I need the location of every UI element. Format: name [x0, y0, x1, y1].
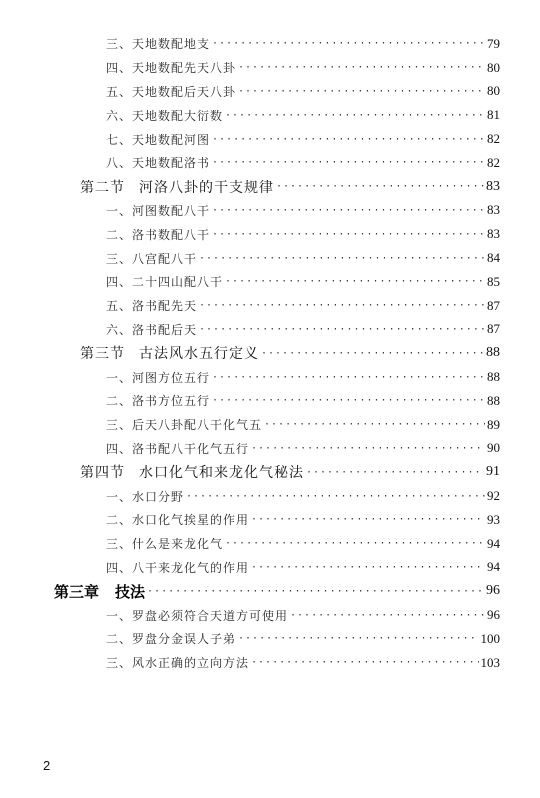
- dot-leader: [238, 633, 478, 644]
- toc-entry: [0, 627, 540, 651]
- toc-entry-label: 七、天地数配河图: [106, 132, 211, 147]
- toc-entry: [0, 151, 540, 175]
- toc-page-number: 81: [487, 107, 500, 123]
- toc-entry-label: 六、天地数配大衍数: [106, 108, 224, 123]
- section-title: 河洛八卦的干支规律: [139, 179, 274, 196]
- toc-chapter-heading: [0, 579, 540, 603]
- toc-section-heading: [0, 175, 540, 199]
- dot-leader: [238, 62, 485, 73]
- toc-entry: [0, 318, 540, 342]
- toc-page-number: 84: [487, 250, 500, 266]
- toc-page-number: 80: [487, 59, 500, 75]
- section-number: 第三节: [80, 346, 125, 363]
- dot-leader: [290, 610, 485, 621]
- toc-entry-label: 四、天地数配先天八卦: [106, 61, 237, 76]
- toc-entry: [0, 270, 540, 294]
- toc-page-number: 83: [486, 178, 500, 194]
- section-label: [80, 343, 259, 363]
- dot-leader: [276, 181, 484, 192]
- toc-page-number: 82: [487, 131, 500, 147]
- toc-entry-label: 三、什么是来龙化气: [106, 537, 224, 552]
- toc-page-number: 89: [487, 416, 500, 432]
- dot-leader: [199, 300, 485, 311]
- toc-page-number: 94: [487, 535, 500, 551]
- toc-entry: [0, 413, 540, 437]
- toc-entry: [0, 294, 540, 318]
- toc-entry-label: 三、八宫配八干: [106, 251, 198, 266]
- toc-entry-label: 三、天地数配地支: [106, 37, 211, 52]
- toc-entry-label: 三、风水正确的立向方法: [106, 656, 250, 671]
- section-title: 古法风水五行定义: [139, 346, 259, 363]
- dot-leader: [212, 372, 485, 383]
- dot-leader: [225, 110, 485, 121]
- toc-entry: [0, 484, 540, 508]
- toc-page-number: 80: [487, 83, 500, 99]
- toc-entry-label: 一、河图方位五行: [106, 370, 211, 385]
- toc-entry: [0, 556, 540, 580]
- toc-entry-label: 一、水口分野: [106, 489, 185, 504]
- toc-entry-label: 一、罗盘必须符合天道方可使用: [106, 608, 289, 623]
- toc-page-number: 96: [486, 583, 500, 599]
- chapter-label: [54, 581, 145, 602]
- toc-entry-label: 一、河图数配八干: [106, 203, 211, 218]
- dot-leader: [264, 419, 485, 430]
- toc-page-number: 94: [487, 559, 500, 575]
- toc-entry: [0, 80, 540, 104]
- toc-page-number: 96: [487, 607, 500, 623]
- toc-page-number: 87: [487, 297, 500, 313]
- toc-entry-label: 四、洛书配八干化气五行: [106, 441, 250, 456]
- toc-entry: [0, 127, 540, 151]
- dot-leader: [212, 205, 485, 216]
- dot-leader: [199, 324, 485, 335]
- toc-entry-label: 二、罗盘分金误人子弟: [106, 632, 237, 647]
- toc-section-heading: [0, 341, 540, 365]
- dot-leader: [147, 586, 484, 597]
- toc-page-number: 93: [487, 511, 500, 527]
- toc-entry: [0, 508, 540, 532]
- toc-entry-label: 二、洛书方位五行: [106, 394, 211, 409]
- toc-page-number: 103: [480, 654, 500, 670]
- toc-entry-label: 六、洛书配后天: [106, 322, 198, 337]
- dot-leader: [212, 134, 485, 145]
- toc-entry: [0, 103, 540, 127]
- toc-entry-label: 二、洛书数配八干: [106, 227, 211, 242]
- dot-leader: [186, 491, 485, 502]
- toc-entry: [0, 603, 540, 627]
- dot-leader: [251, 443, 485, 454]
- toc-entry-label: 二、水口化气挨星的作用: [106, 513, 250, 528]
- toc-page-number: 87: [487, 321, 500, 337]
- toc-entry: [0, 365, 540, 389]
- dot-leader: [306, 467, 484, 478]
- section-label: [80, 177, 274, 197]
- toc-entry: [0, 222, 540, 246]
- table-of-contents: [0, 32, 540, 675]
- toc-page-number: 91: [486, 464, 500, 480]
- dot-leader: [212, 395, 485, 406]
- toc-entry: [0, 56, 540, 80]
- toc-page-number: 83: [487, 226, 500, 242]
- toc-entry-label: 五、天地数配后天八卦: [106, 84, 237, 99]
- toc-entry: [0, 246, 540, 270]
- toc-page-number: 88: [487, 392, 500, 408]
- dot-leader: [212, 229, 485, 240]
- dot-leader: [238, 86, 485, 97]
- toc-entry-label: 四、八干来龙化气的作用: [106, 560, 250, 575]
- toc-page-number: 88: [486, 345, 500, 361]
- dot-leader: [212, 157, 485, 168]
- page-number: 2: [43, 758, 51, 773]
- chapter-number: 第三章: [54, 582, 100, 601]
- toc-entry: [0, 437, 540, 461]
- toc-entry-label: 三、后天八卦配八干化气五: [106, 418, 263, 433]
- toc-entry-label: 四、二十四山配八干: [106, 275, 224, 290]
- toc-page-number: 100: [480, 630, 500, 646]
- toc-entry-label: 五、洛书配先天: [106, 299, 198, 314]
- toc-entry: [0, 389, 540, 413]
- toc-page-number: 88: [487, 369, 500, 385]
- toc-page-number: 90: [487, 440, 500, 456]
- dot-leader: [225, 276, 485, 287]
- toc-page-number: 82: [487, 154, 500, 170]
- toc-page-number: 92: [487, 488, 500, 504]
- toc-page-number: 85: [487, 273, 500, 289]
- toc-page-number: 83: [487, 202, 500, 218]
- dot-leader: [251, 514, 485, 525]
- section-number: 第四节: [80, 465, 125, 482]
- chapter-title: 技法: [115, 582, 146, 601]
- toc-section-heading: [0, 460, 540, 484]
- toc-entry: [0, 651, 540, 675]
- dot-leader: [199, 253, 485, 264]
- toc-page-number: 79: [487, 35, 500, 51]
- dot-leader: [251, 562, 485, 573]
- dot-leader: [261, 348, 484, 359]
- section-number: 第二节: [80, 179, 125, 196]
- section-label: [80, 462, 304, 482]
- toc-entry-label: 八、天地数配洛书: [106, 156, 211, 171]
- dot-leader: [225, 538, 485, 549]
- dot-leader: [212, 38, 485, 49]
- dot-leader: [251, 657, 478, 668]
- toc-entry: [0, 532, 540, 556]
- section-title: 水口化气和来龙化气秘法: [139, 465, 304, 482]
- toc-entry: [0, 32, 540, 56]
- toc-entry: [0, 199, 540, 223]
